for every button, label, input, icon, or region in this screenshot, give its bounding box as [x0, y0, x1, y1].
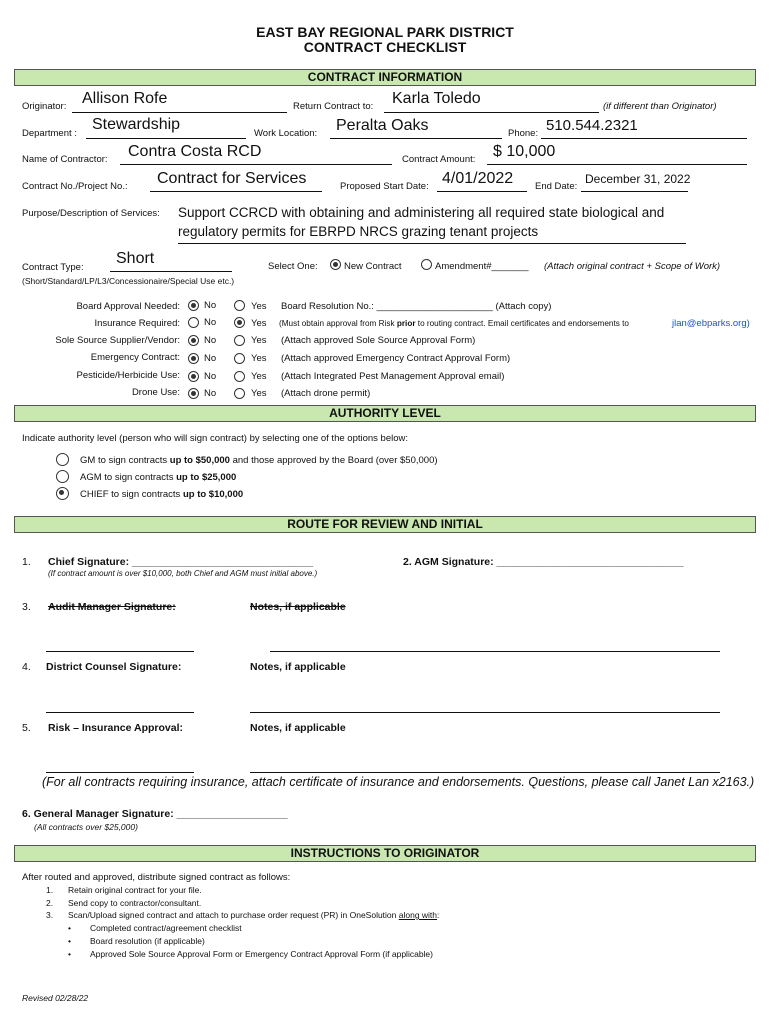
approvals-list — [0, 298, 770, 408]
yes-label: Yes — [251, 388, 267, 399]
start-date-label: Proposed Start Date: — [340, 181, 429, 192]
yes-label: Yes — [251, 371, 267, 382]
attach-original-note: (Attach original contract + Scope of Work) — [544, 261, 721, 272]
audit-signature-line[interactable] — [46, 651, 194, 652]
step-number: 1. — [46, 885, 54, 895]
step-text: Retain original contract for your file. — [68, 885, 202, 895]
yes-label: Yes — [251, 318, 267, 329]
step-number: 3. — [46, 910, 54, 920]
approval-label: Emergency Contract: — [90, 352, 180, 363]
board-no-radio[interactable] — [188, 300, 199, 311]
purpose-line-2[interactable]: regulatory permits for EBRPD NRCS grazing tenant projects — [178, 224, 539, 239]
revised-date: Revised 02/28/22 — [22, 993, 89, 1003]
contract-type-field[interactable]: Short — [116, 250, 155, 267]
board-yes-radio[interactable] — [234, 300, 245, 311]
bullet-item: Completed contract/agreement checklist — [90, 923, 242, 933]
approval-label: Pesticide/Herbicide Use: — [76, 370, 180, 381]
chief-signature-line[interactable]: Chief Signature: _______________________________ — [48, 556, 314, 568]
counsel-notes-line[interactable] — [250, 712, 720, 713]
authority-gm-radio[interactable] — [56, 453, 69, 466]
approval-note: (Must obtain approval from Risk prior to routing contract. Email certificates and endorsements to — [279, 319, 629, 328]
approval-note: (Attach Integrated Pest Management Approval email) — [281, 371, 505, 382]
counsel-notes-label: Notes, if applicable — [250, 661, 346, 673]
contractor-field[interactable]: Contra Costa RCD — [128, 143, 262, 160]
amendment-radio[interactable] — [421, 259, 432, 270]
phone-label: Phone: — [508, 128, 539, 139]
pesticide-yes-radio[interactable] — [234, 371, 245, 382]
route-number-1: 1. — [22, 556, 31, 568]
approval-label: Sole Source Supplier/Vendor: — [55, 335, 180, 346]
risk-signature-line[interactable] — [46, 772, 194, 773]
general-manager-signature-line[interactable]: 6. General Manager Signature: ___________________ — [22, 808, 288, 820]
emergency-no-radio[interactable] — [188, 353, 199, 364]
section-authority-level: AUTHORITY LEVEL — [14, 405, 756, 422]
purpose-label: Purpose/Description of Services: — [22, 208, 160, 219]
contract-amount-label: Contract Amount: — [402, 154, 476, 165]
approval-row-insurance — [0, 316, 770, 333]
contract-type-label: Contract Type: — [22, 262, 84, 273]
risk-insurance-signature-label: Risk – Insurance Approval: — [48, 722, 183, 734]
if-different-note: (if different than Originator) — [603, 101, 717, 112]
bullet-icon: • — [68, 923, 71, 933]
chief-signature-note: (If contract amount is over $10,000, both Chief and AGM must initial above.) — [48, 569, 318, 578]
risk-notes-line[interactable] — [250, 772, 720, 773]
agm-signature-line[interactable]: 2. AGM Signature: ________________________________ — [403, 556, 684, 568]
department-field[interactable]: Stewardship — [92, 116, 181, 133]
start-date-field[interactable]: 4/01/2022 — [442, 170, 514, 187]
bullet-item: Board resolution (if applicable) — [90, 936, 205, 946]
approval-note: (Attach drone permit) — [281, 388, 371, 399]
department-label: Department : — [22, 128, 77, 139]
end-date-field[interactable]: December 31, 2022 — [585, 172, 691, 186]
yes-label: Yes — [251, 335, 267, 346]
work-location-field[interactable]: Peralta Oaks — [336, 117, 429, 134]
approval-note: (Attach approved Emergency Contract Approval Form) — [281, 353, 511, 364]
authority-agm-radio[interactable] — [56, 470, 69, 483]
step-text: Send copy to contractor/consultant. — [68, 898, 202, 908]
drone-no-radio[interactable] — [188, 388, 199, 399]
no-label: No — [204, 335, 217, 346]
contract-amount-field[interactable]: $ 10,000 — [493, 143, 556, 160]
bullet-icon: • — [68, 949, 71, 959]
approval-note: (Attach approved Sole Source Approval Form) — [281, 335, 476, 346]
approval-label: Drone Use: — [131, 387, 180, 398]
contractor-label: Name of Contractor: — [22, 154, 108, 165]
select-one-label: Select One: — [268, 261, 318, 272]
contract-type-hint: (Short/Standard/LP/L3/Concessionaire/Special Use etc.) — [22, 276, 235, 286]
step-number: 2. — [46, 898, 54, 908]
section-route-review: ROUTE FOR REVIEW AND INITIAL — [14, 516, 756, 533]
section-instructions: INSTRUCTIONS TO ORIGINATOR — [14, 845, 756, 862]
originator-label: Originator: — [22, 101, 67, 112]
no-label: No — [204, 300, 217, 311]
risk-notes-label: Notes, if applicable — [250, 722, 346, 734]
work-location-label: Work Location: — [254, 128, 318, 139]
step-text: Scan/Upload signed contract and attach to purchase order request (PR) in OneSolution along with: — [68, 910, 440, 920]
approval-note: Board Resolution No.: ______________________ (Attach copy) — [281, 301, 552, 312]
amendment-label: Amendment#_______ — [435, 261, 529, 272]
authority-gm-text: GM to sign contracts up to $50,000 and those approved by the Board (over $50,000) — [80, 455, 438, 466]
sole-source-no-radio[interactable] — [188, 335, 199, 346]
general-manager-note: (All contracts over $25,000) — [34, 822, 138, 832]
audit-notes-line[interactable] — [270, 651, 720, 652]
instructions-intro: After routed and approved, distribute signed contract as follows: — [22, 872, 291, 883]
authority-chief-text: CHIEF to sign contracts up to $10,000 — [80, 489, 244, 500]
phone-field[interactable]: 510.544.2321 — [546, 117, 638, 134]
route-number-3: 3. — [22, 601, 31, 613]
originator-field[interactable]: Allison Rofe — [82, 90, 168, 107]
bullet-item: Approved Sole Source Approval Form or Emergency Contract Approval Form (if applicable) — [90, 949, 433, 959]
insurance-yes-radio[interactable] — [234, 317, 245, 328]
project-field[interactable]: Contract for Services — [157, 170, 307, 187]
approval-row-drone — [0, 385, 770, 402]
drone-yes-radio[interactable] — [234, 388, 245, 399]
yes-label: Yes — [251, 353, 267, 364]
authority-agm-text: AGM to sign contracts up to $25,000 — [80, 472, 237, 483]
approval-row-emergency — [0, 350, 770, 367]
end-date-label: End Date: — [535, 181, 578, 192]
insurance-no-radio[interactable] — [188, 317, 199, 328]
district-counsel-signature-label: District Counsel Signature: — [46, 661, 182, 673]
approval-label: Insurance Required: — [94, 318, 180, 329]
project-label: Contract No./Project No.: — [22, 181, 128, 192]
bullet-icon: • — [68, 936, 71, 946]
no-label: No — [204, 353, 217, 364]
authority-chief-radio[interactable] — [56, 487, 69, 500]
counsel-signature-line[interactable] — [46, 712, 194, 713]
no-label: No — [204, 371, 217, 382]
approval-label: Board Approval Needed: — [76, 301, 180, 312]
no-label: No — [204, 388, 217, 399]
new-contract-label: New Contract — [344, 261, 402, 272]
sole-source-yes-radio[interactable] — [234, 335, 245, 346]
route-number-4: 4. — [22, 661, 31, 673]
doc-title-line1: EAST BAY REGIONAL PARK DISTRICT — [256, 24, 514, 40]
insurance-note: (For all contracts requiring insurance, attach certificate of insurance and endorsements. Questions, please call Janet Lan x2163.) — [42, 775, 755, 789]
route-number-5: 5. — [22, 722, 31, 734]
purpose-line-1[interactable]: Support CCRCD with obtaining and administering all required state biological and — [178, 205, 665, 220]
authority-intro: Indicate authority level (person who will sign contract) by selecting one of the options below: — [22, 433, 409, 444]
approval-row-board — [0, 298, 770, 315]
return-contract-label: Return Contract to: — [293, 101, 374, 112]
approval-row-sole-source — [0, 333, 770, 350]
emergency-yes-radio[interactable] — [234, 353, 245, 364]
return-contract-field[interactable]: Karla Toledo — [392, 90, 481, 107]
audit-manager-signature-label: Audit Manager Signature: — [48, 601, 176, 613]
audit-notes-label: Notes, if applicable — [250, 601, 346, 613]
pesticide-no-radio[interactable] — [188, 371, 199, 382]
approval-row-pesticide — [0, 368, 770, 385]
no-label: No — [204, 317, 217, 328]
section-contract-information: CONTRACT INFORMATION — [14, 69, 756, 86]
doc-title-line2: CONTRACT CHECKLIST — [303, 39, 467, 55]
risk-email-link[interactable]: jlan@ebparks.org) — [672, 318, 750, 329]
new-contract-radio[interactable] — [330, 259, 341, 270]
yes-label: Yes — [251, 301, 267, 312]
